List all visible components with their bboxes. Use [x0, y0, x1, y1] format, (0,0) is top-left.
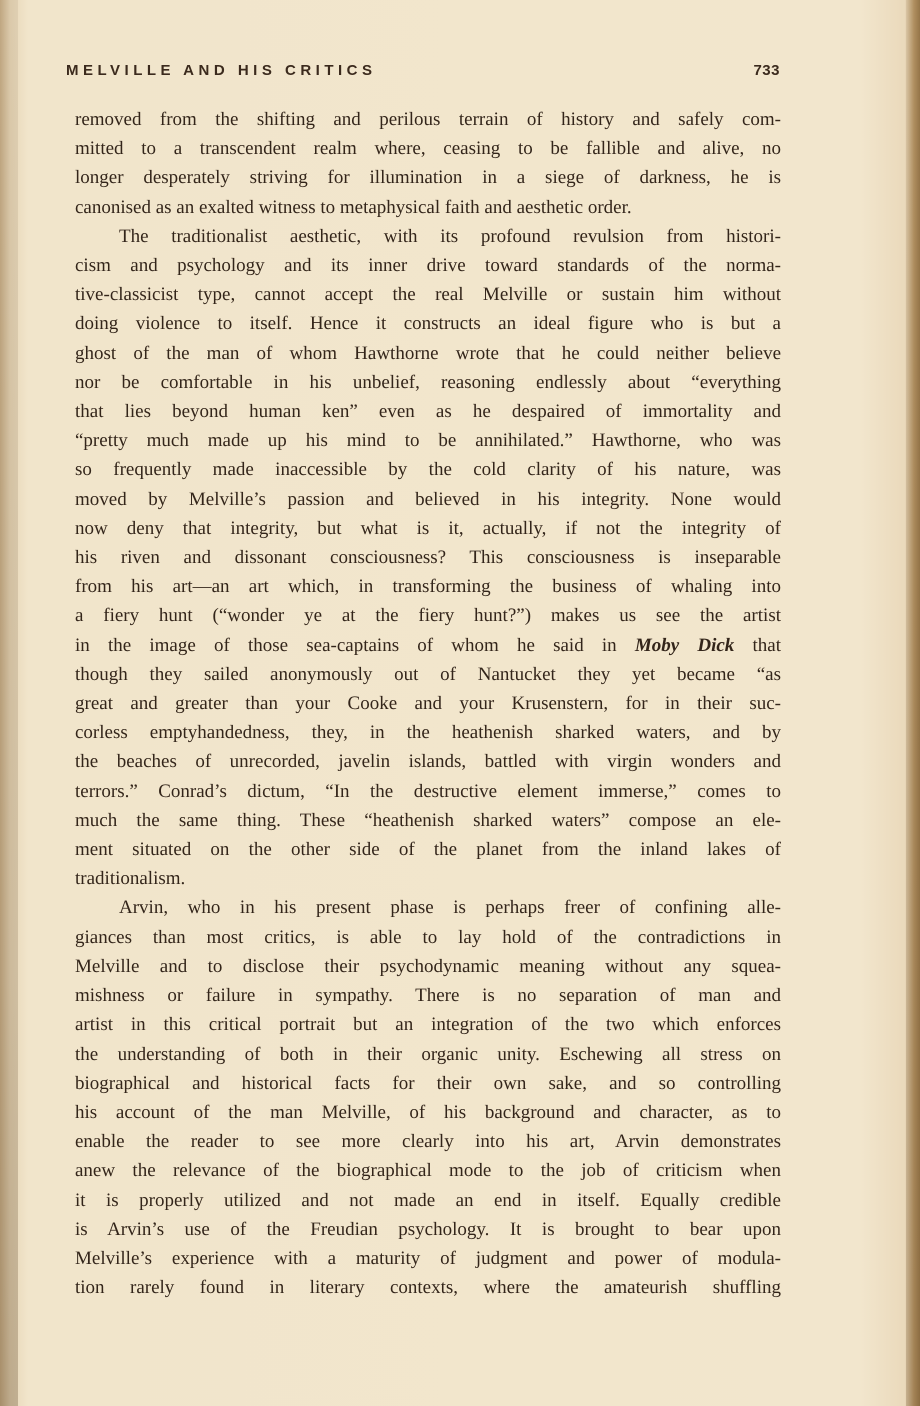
text-line-with-title	[75, 631, 781, 660]
text-line: biographical and historical facts for their own sake, and so controlling	[75, 1072, 781, 1094]
running-head: MELVILLE AND HIS CRITICS	[66, 62, 377, 79]
text-line: giances than most critics, is able to lay hold of the contradictions in	[75, 926, 781, 948]
text-line: much the same thing. These “heathenish sharked waters” compose an ele-	[75, 809, 781, 831]
page-right-edge-shadow	[906, 0, 920, 1406]
text-line: now deny that integrity, but what is it, actually, if not the integrity of	[75, 517, 781, 539]
text-line: mitted to a transcendent realm where, ceasing to be fallible and alive, no	[75, 138, 781, 160]
text-line: “pretty much made up his mind to be annihilated.” Hawthorne, who was	[75, 430, 781, 452]
text-line: The traditionalist aesthetic, with its profound revulsion from histori-	[119, 225, 781, 247]
text-line: longer desperately striving for illumination in a siege of darkness, he is	[75, 167, 781, 189]
book-title: Moby Dick	[634, 634, 735, 656]
paragraph-arvin	[75, 893, 781, 1302]
text-line: the beaches of unrecorded, javelin islands, battled with virgin wonders and	[75, 751, 781, 773]
page-header	[66, 62, 780, 86]
text-line: traditionalism.	[75, 868, 186, 890]
text-line: it is properly utilized and not made an end in itself. Equally credible	[75, 1189, 781, 1211]
text-line: Melville and to disclose their psychodynamic meaning without any squea-	[75, 955, 781, 977]
text-line: his riven and dissonant consciousness? This consciousness is inseparable	[75, 547, 781, 569]
text-line: doing violence to itself. Hence it constructs an ideal figure who is but a	[75, 313, 781, 335]
text-line: enable the reader to see more clearly into his art, Arvin demonstrates	[75, 1131, 781, 1153]
text-line: canonised as an exalted witness to metaphysical faith and aesthetic order.	[75, 196, 632, 218]
page-number: 733	[753, 62, 780, 79]
text-line: artist in this critical portrait but an integration of the two which enforces	[75, 1014, 781, 1036]
text-line: his account of the man Melville, of his background and character, as to	[75, 1101, 781, 1123]
text-line: cism and psychology and its inner drive toward standards of the norma-	[75, 255, 781, 277]
article-text	[75, 105, 781, 1302]
text-line: though they sailed anonymously out of Nantucket they yet became “as	[75, 663, 781, 685]
text-line: corless emptyhandedness, they, in the heathenish sharked waters, and by	[75, 722, 781, 744]
text-line: moved by Melville’s passion and believed in his integrity. None would	[75, 488, 781, 510]
text-line: that lies beyond human ken” even as he despaired of immortality and	[75, 401, 781, 423]
text-line: Arvin, who in his present phase is perhaps freer of confining alle-	[119, 897, 781, 919]
text-line: tion rarely found in literary contexts, where the amateurish shuffling	[75, 1277, 781, 1299]
text-line: anew the relevance of the biographical mode to the job of criticism when	[75, 1160, 781, 1182]
text-line: ghost of the man of whom Hawthorne wrote that he could neither believe	[75, 342, 781, 364]
text-segment: in the image of those sea-captains of whom he said in	[75, 634, 617, 656]
page-left-edge-shadow	[0, 0, 18, 1406]
text-line: is Arvin’s use of the Freudian psychology. It is brought to bear upon	[75, 1218, 781, 1240]
text-line: great and greater than your Cooke and your Krusenstern, for in their suc-	[75, 693, 781, 715]
text-line: tive-classicist type, cannot accept the real Melville or sustain him without	[75, 284, 781, 306]
text-line: a fiery hunt (“wonder ye at the fiery hunt?”) makes us see the artist	[75, 605, 781, 627]
text-line: nor be comfortable in his unbelief, reasoning endlessly about “everything	[75, 371, 781, 393]
text-line: Melville’s experience with a maturity of judgment and power of modula-	[75, 1247, 781, 1269]
text-line: mishness or failure in sympathy. There is no separation of man and	[75, 985, 781, 1007]
text-segment: that	[752, 634, 781, 656]
paragraph-continuation	[75, 105, 781, 222]
text-line: so frequently made inaccessible by the cold clarity of his nature, was	[75, 459, 781, 481]
paragraph-traditionalist-aesthetic	[75, 222, 781, 894]
text-line: the understanding of both in their organic unity. Eschewing all stress on	[75, 1043, 781, 1065]
text-line: from his art—an art which, in transforming the business of whaling into	[75, 576, 781, 598]
text-line: removed from the shifting and perilous terrain of history and safely com-	[75, 109, 781, 130]
text-line: terrors.” Conrad’s dictum, “In the destructive element immerse,” comes to	[75, 780, 781, 802]
text-line: ment situated on the other side of the planet from the inland lakes of	[75, 839, 781, 861]
